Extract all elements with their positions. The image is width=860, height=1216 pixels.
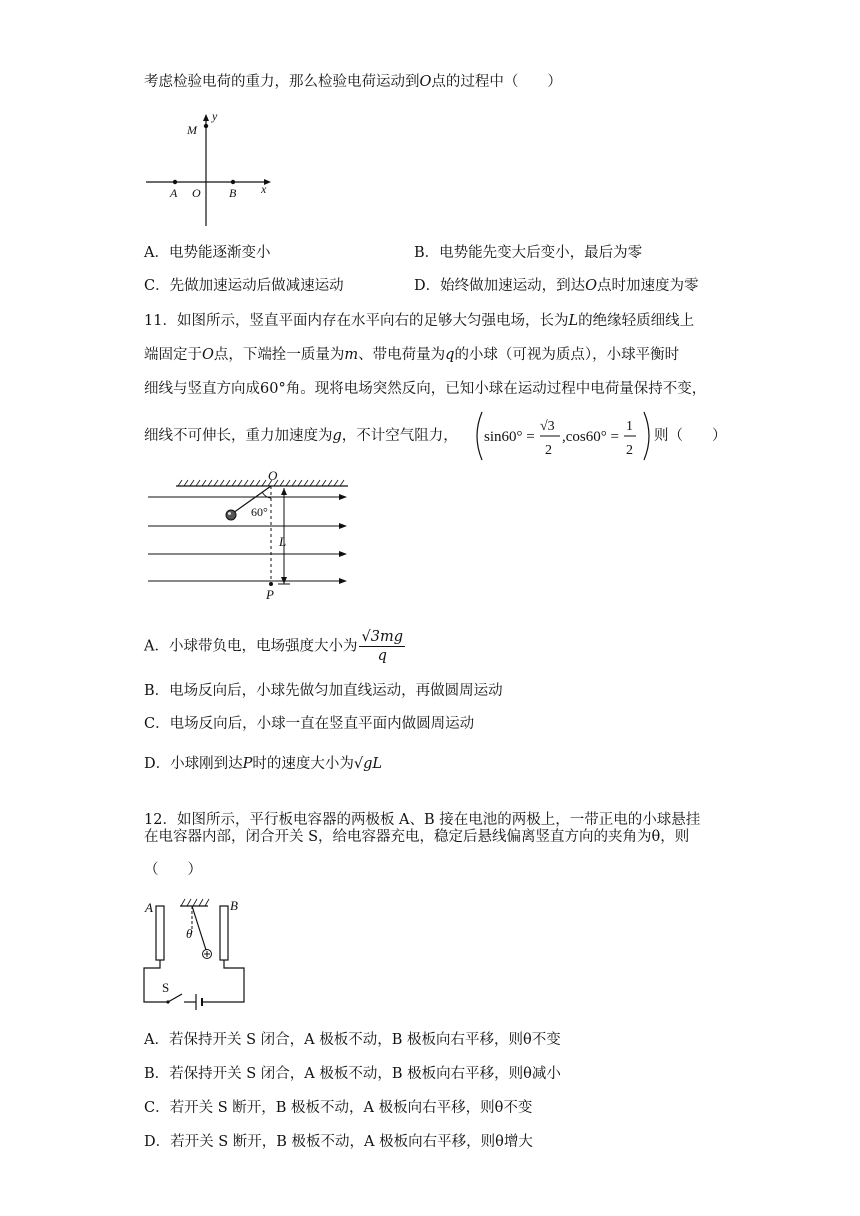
q11-length-arrow-top: [281, 488, 287, 495]
q12-label-A: A: [145, 900, 153, 915]
q11-label-L: L: [279, 534, 287, 549]
q11-math-den-2b: 2: [626, 443, 633, 458]
q10-option-b: B．电势能先变大后变小，最后为零: [414, 245, 643, 261]
q10-label-A: A: [170, 186, 178, 200]
q11-math-parens: [474, 410, 652, 462]
q11-math-right-paren: [644, 412, 649, 460]
q11-line2-mid2: 、带电荷量为: [358, 347, 446, 363]
q11-option-d-expr: √gL: [353, 756, 383, 772]
q11-label-angle: 60°: [251, 505, 268, 519]
q10-stem-end: 点的过程中（ ）: [431, 74, 562, 90]
q10-stem: [144, 72, 562, 92]
q11-field-arrow-3: [339, 551, 347, 557]
q11-option-d-pre: D．小球刚到达: [144, 756, 243, 772]
q10-point-M: [204, 124, 208, 128]
q11-stem-tail: 则（ ）: [654, 428, 727, 444]
q11-figure: [140, 470, 360, 604]
q11-line1-end: 的绝缘轻质细线上: [578, 313, 695, 329]
q11-math-den-2a: 2: [545, 443, 552, 458]
q12-option-c: C．若开关 S 断开，B 极板不动，A 极板向右平移，则θ不变: [144, 1100, 533, 1116]
q11-line2-m: m: [344, 347, 359, 363]
q12-label-theta: θ: [186, 926, 193, 941]
q12-switch: [168, 994, 182, 1002]
q12-switch-pivot: [166, 1000, 169, 1003]
q12-option-b: B．若保持开关 S 闭合，A 极板不动，B 极板向右平移，则θ减小: [144, 1066, 561, 1082]
q12-stem-line1: 12．如图所示，平行板电容器的两极板 A、B 接在电池的两极上，一带正电的小球悬挂: [144, 812, 701, 828]
q11-field-arrow-4: [339, 578, 347, 584]
q10-option-d: [414, 276, 699, 296]
q12-plate-A: [156, 906, 164, 960]
q12-wire-right: [202, 960, 244, 1002]
q10-label-O: O: [192, 186, 201, 200]
q11-line3-end: 角。现将电场突然反向，已知小球在运动过程中电荷量保持不变，: [285, 381, 707, 397]
q11-line2-end: 的小球（可视为质点），小球平衡时: [454, 347, 680, 363]
q11-option-d-mid: 时的速度大小为: [252, 756, 354, 772]
q11-stem-line3: [144, 379, 706, 399]
q10-label-y: y: [212, 109, 218, 123]
q10-option-d-pre: D．始终做加速运动，到达: [414, 278, 586, 294]
q10-figure: [140, 104, 280, 230]
q10-option-d-point: O: [585, 278, 598, 294]
q10-point-B: [231, 180, 235, 184]
q11-option-d: [144, 754, 382, 774]
q11-line2-O: O: [202, 347, 214, 363]
q12-option-a: A．若保持开关 S 闭合，A 极板不动，B 极板向右平移，则θ不变: [144, 1032, 561, 1048]
q11-option-b: B．电场反向后，小球先做匀加直线运动，再做圆周运动: [144, 683, 503, 699]
q11-field-arrow-1: [339, 494, 347, 500]
q10-option-d-post: 点时加速度为零: [597, 278, 699, 294]
q11-option-a: [144, 628, 407, 665]
q11-line3-angle: 60°: [260, 381, 286, 397]
q11-field-arrow-2: [339, 523, 347, 529]
q12-stem-line2: 在电容器内部，闭合开关 S，给电容器充电，稳定后悬线偏离竖直方向的夹角为θ，则: [144, 829, 690, 845]
q11-line4-pre: 细线不可伸长，重力加速度为: [144, 428, 333, 444]
q10-point-A: [173, 180, 177, 184]
q11-stem-line1: [144, 311, 694, 331]
q12-string: [192, 906, 206, 950]
q10-label-B: B: [229, 186, 237, 200]
q11-stem-line4: [144, 426, 458, 446]
q12-label-B: B: [230, 898, 238, 913]
q11-point-P: [269, 582, 273, 586]
q10-label-x: x: [261, 182, 267, 196]
q11-line3-pre: 细线与竖直方向成: [144, 381, 260, 397]
q11-math-cos: ,cos60° =: [562, 429, 619, 445]
q11-ball: [226, 510, 236, 520]
q11-line2-pre: 端固定于: [144, 347, 202, 363]
q11-option-a-den: q: [377, 648, 387, 664]
q11-option-a-pre: A．小球带负电，电场强度大小为: [144, 638, 358, 655]
q11-option-a-num: √3mg: [361, 629, 403, 645]
q11-option-a-fraction: [359, 628, 405, 665]
q11-math-left-paren: [477, 412, 482, 460]
q11-line4-mid: ，不计空气阻力，: [341, 428, 458, 444]
q10-stem-text: 考虑检验电荷的重力，那么检验电荷运动到: [144, 74, 420, 90]
q11-math-num-1: 1: [626, 419, 633, 434]
q11-label-O: O: [268, 470, 278, 483]
q11-line1-L: L: [568, 313, 579, 329]
q10-option-a: A．电势能逐渐变小: [144, 245, 271, 261]
q12-figure: [140, 892, 270, 1010]
q11-label-P: P: [266, 587, 274, 602]
q11-ball-highlight: [228, 512, 231, 515]
q10-label-M: M: [187, 123, 197, 137]
q11-line2-mid: 点，下端拴一质量为: [213, 347, 345, 363]
q11-ceiling-hatch: [178, 480, 344, 486]
q11-option-c: C．电场反向后，小球一直在竖直平面内做圆周运动: [144, 716, 475, 732]
q11-math-block: [474, 410, 652, 462]
q11-field-lines: [148, 494, 347, 584]
q11-line2-q: q: [445, 347, 455, 363]
q12-support-hatch: [181, 899, 209, 906]
q10-stem-point: O: [419, 74, 432, 90]
q12-plate-B: [220, 906, 228, 960]
q11-option-d-P: P: [242, 756, 253, 772]
q10-option-c: C．先做加速运动后做减速运动: [144, 278, 344, 294]
q11-math-sqrt3: √3: [540, 419, 555, 434]
q11-math-sin: sin60° =: [484, 429, 535, 445]
q12-stem-line3: （ ）: [144, 862, 202, 878]
q11-line4-g: g: [332, 428, 342, 444]
q10-y-arrow: [203, 114, 209, 121]
q11-stem-line2: [144, 345, 679, 365]
q11-line1-text: 11．如图所示，竖直平面内存在水平向右的足够大匀强电场，长为: [144, 313, 569, 329]
q12-option-d: D．若开关 S 断开，B 极板不动，A 极板向右平移，则θ增大: [144, 1134, 533, 1150]
q12-label-S: S: [162, 980, 170, 995]
